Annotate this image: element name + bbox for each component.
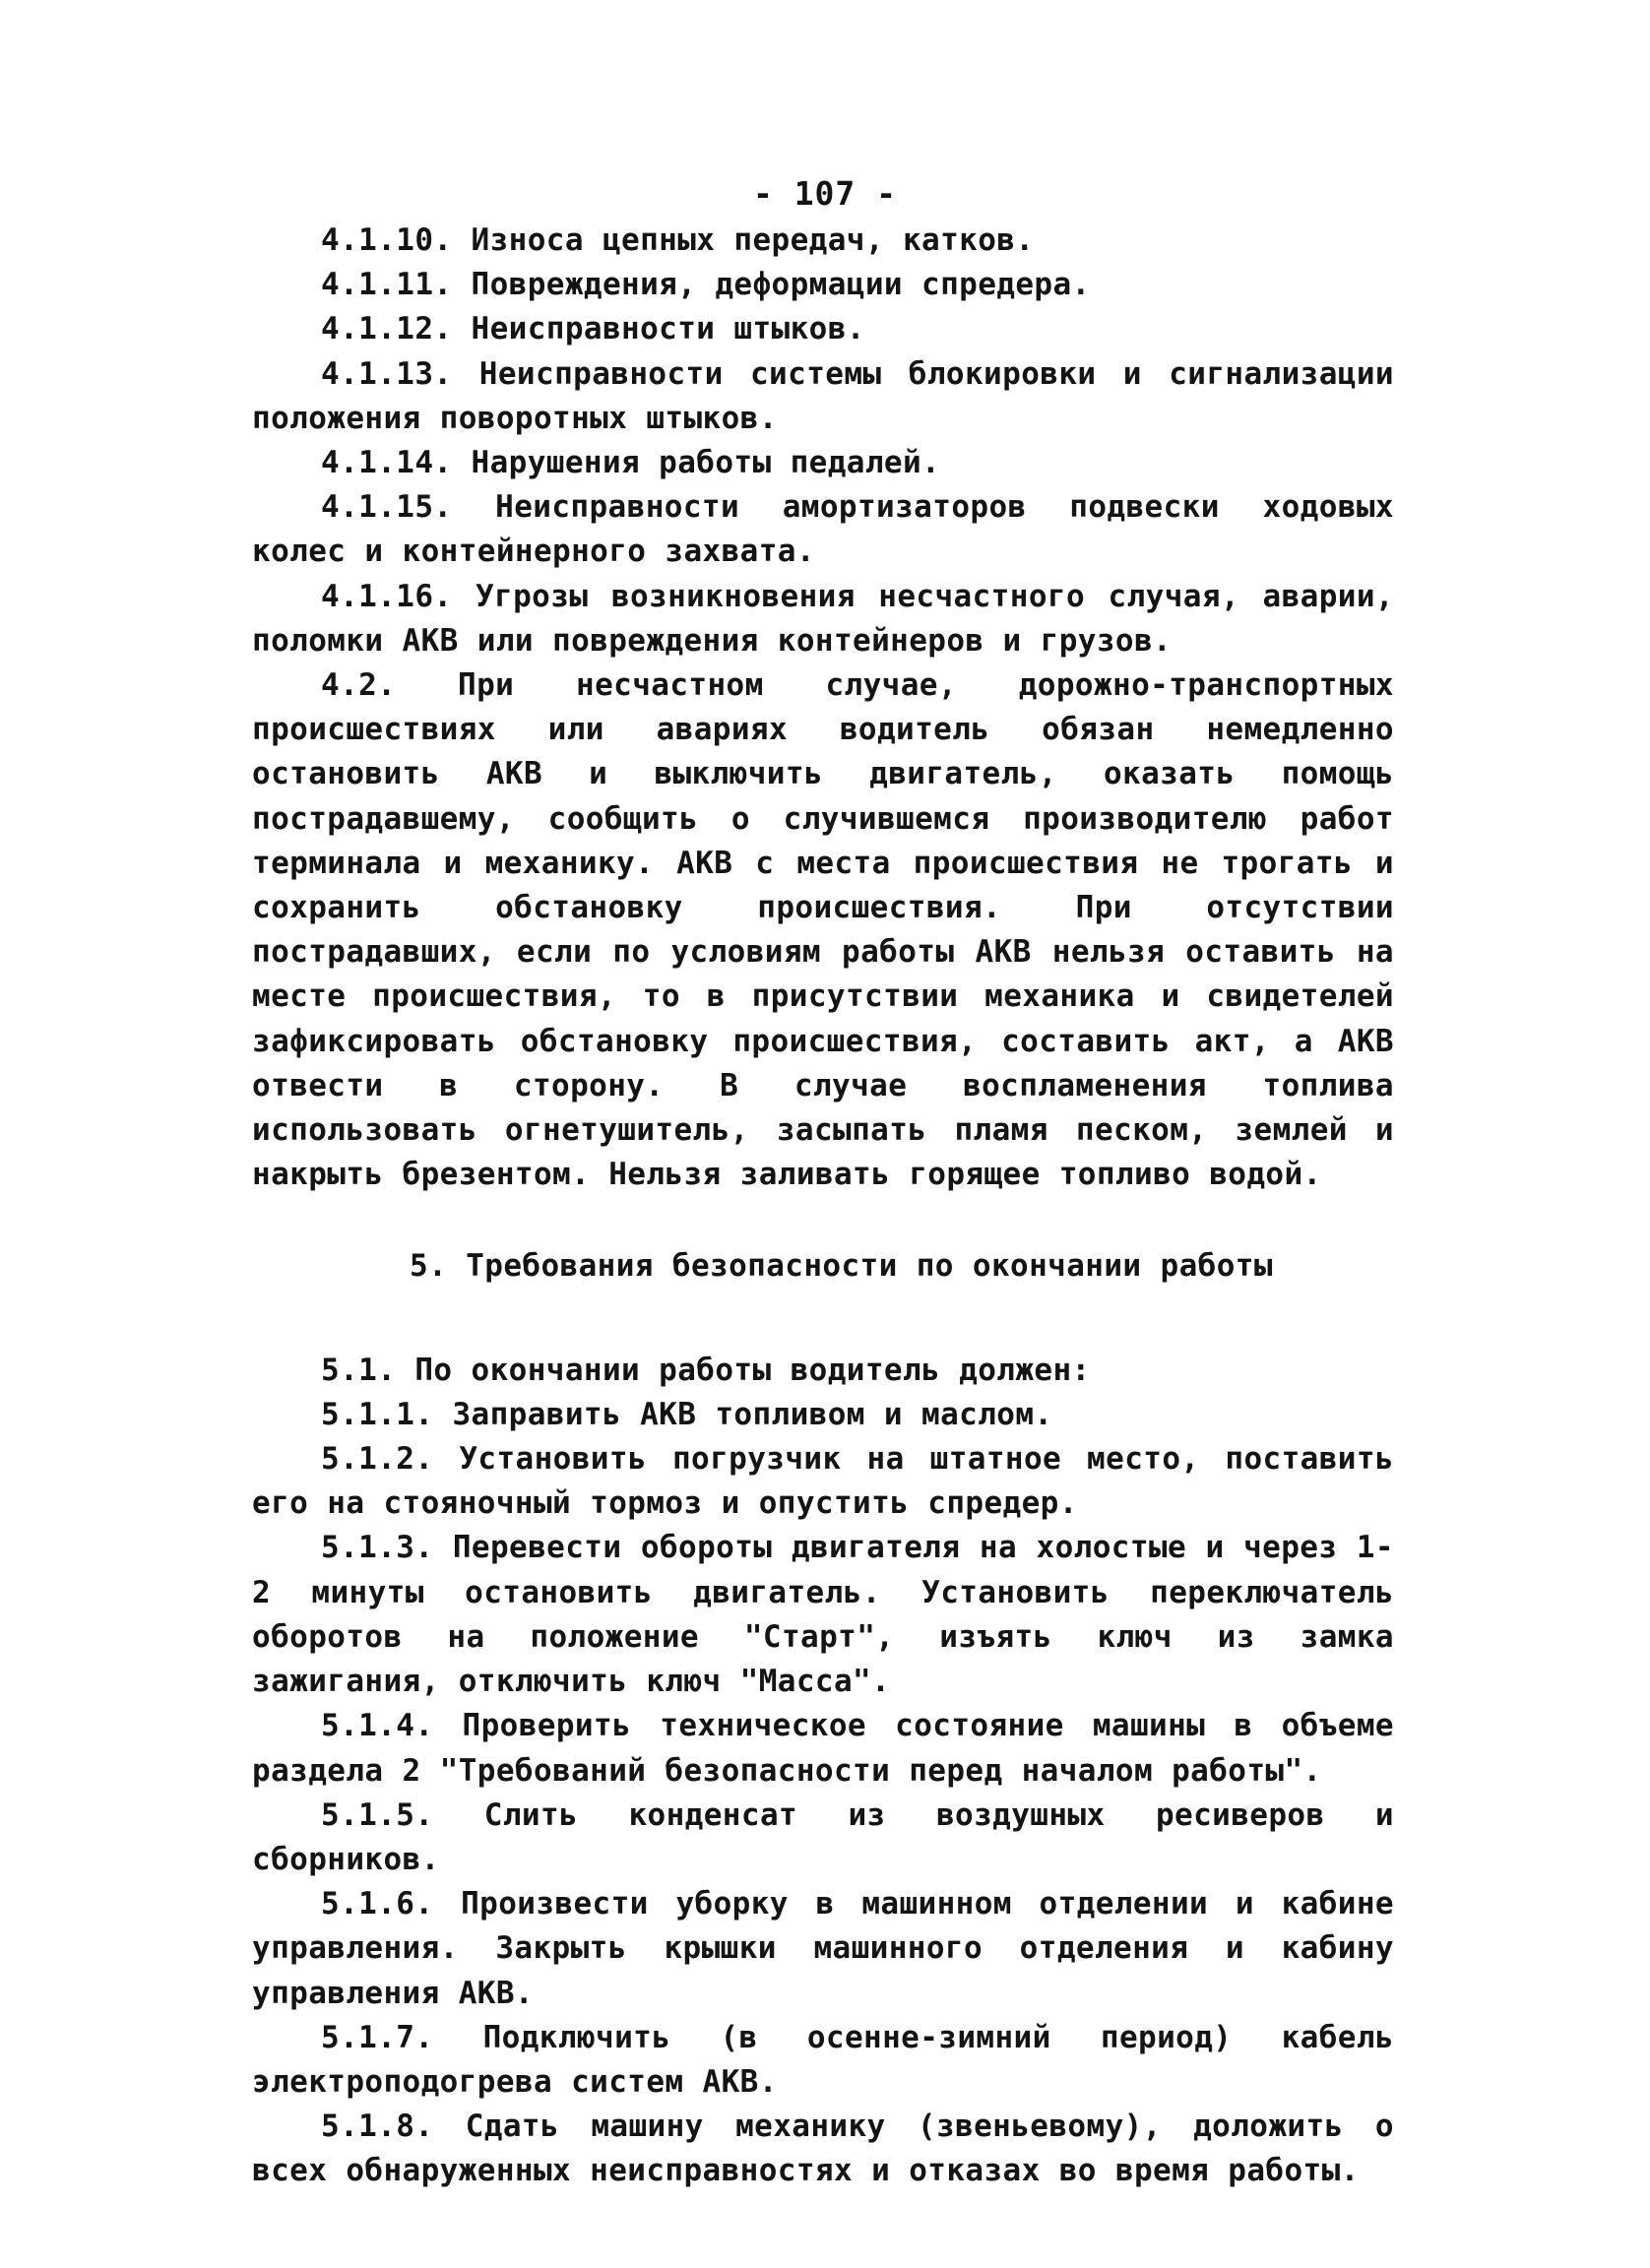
item-5-1-2: 5.1.2. Установить погрузчик на штатное место, поставить его на стояночный тормоз и опустить спредер. [252,1441,1394,1522]
item-5-1-6: 5.1.6. Произвести уборку в машинном отделении и кабине управления. Закрыть крышки машинного отделения и кабину управления АКВ. [252,1886,1394,2011]
item-4-1-12: 4.1.12. Неисправности штыков. [321,311,865,347]
item-5-1: 5.1. По окончании работы водитель должен: [321,1352,1091,1388]
item-5-1-1: 5.1.1. Заправить АКВ топливом и маслом. [321,1396,1053,1432]
section-5-heading: 5. Требования безопасности по окончании работы [410,1248,1273,1285]
document-body [252,219,1394,2194]
item-5-1-3: 5.1.3. Перевести обороты двигателя на холостые и через 1-2 минуты остановить двигатель. Установить переключатель оборотов на положение "Старт", изъять ключ из замка зажигания, отключить ключ "Масса". [252,1530,1394,1700]
item-5-1-5: 5.1.5. Слить конденсат из воздушных ресиверов и сборников. [252,1796,1394,1877]
page-number: - 107 - [752,174,898,213]
item-4-1-15: 4.1.15. Неисправности амортизаторов подвески ходовых колес и контейнерного захвата. [252,489,1394,570]
item-4-1-13: 4.1.13. Неисправности системы блокировки и сигнализации положения поворотных штыков. [252,355,1394,436]
item-5-1-4: 5.1.4. Проверить техническое состояние машины в объеме раздела 2 "Требований безопасности перед началом работы". [252,1708,1394,1789]
item-4-1-14: 4.1.14. Нарушения работы педалей. [321,445,941,481]
item-5-1-7: 5.1.7. Подключить (в осенне-зимний период) кабель электроподогрева систем АКВ. [252,2019,1394,2100]
item-4-1-10: 4.1.10. Износа цепных передач, катков. [321,222,1035,258]
item-5-1-8: 5.1.8. Сдать машину механику (звеньевому), доложить о всех обнаруженных неисправностях и отказах во время работы. [252,2109,1394,2189]
item-4-1-11: 4.1.11. Повреждения, деформации спредера. [321,267,1091,303]
item-4-1-16: 4.1.16. Угрозы возникновения несчастного случая, аварии, поломки АКВ или повреждения контейнеров и грузов. [252,578,1394,659]
item-4-2: 4.2. При несчастном случае, дорожно-транспортных происшествиях или авариях водитель обязан немедленно остановить АКВ и выключить двигатель, оказать помощь пострадавшему, сообщить о случившемся производителю работ терминала и механику. АКВ с места происшествия не трогать и сохранить обстановку происшествия. При отсутствии пострадавших, если по условиям работы АКВ нельзя оставить на месте происшествия, то в присутствии механика и свидетелей зафиксировать обстановку происшествия, составить акт, а АКВ отвести в сторону. В случае воспламенения топлива использовать огнетушитель, засыпать пламя песком, землей и накрыть брезентом. Нельзя заливать горящее топливо водой. [252,667,1394,1193]
